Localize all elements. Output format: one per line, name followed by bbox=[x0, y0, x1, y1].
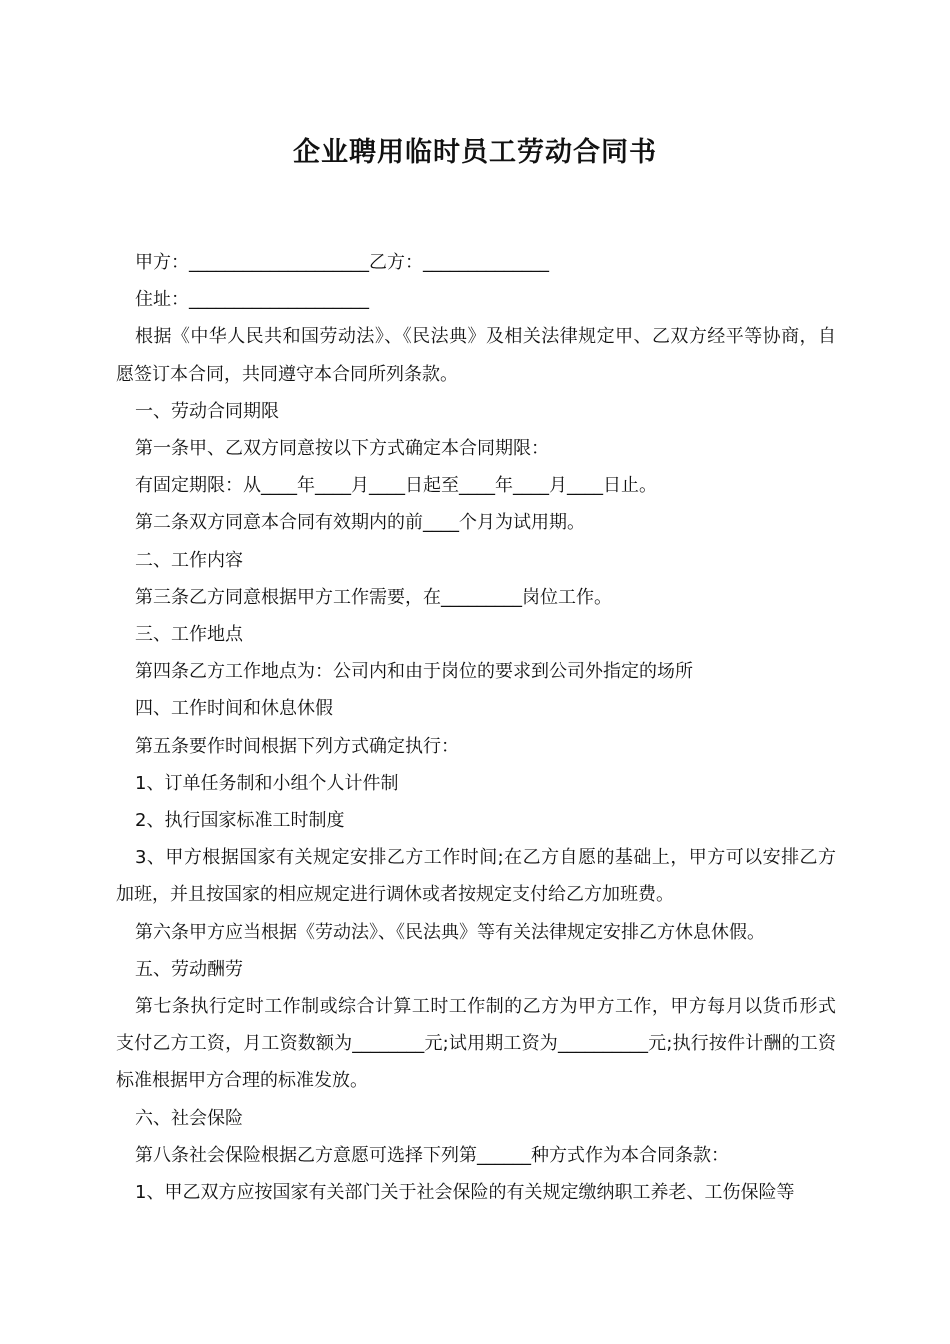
section-heading: 五、劳动酬劳 bbox=[135, 958, 243, 980]
article-paragraph: 第六条甲方应当根据《劳动法》、《民法典》等有关法律规定安排乙方休息休假。 bbox=[135, 921, 765, 943]
list-item: 1、甲乙双方应按国家有关部门关于社会保险的有关规定缴纳职工养老、工伤保险等 bbox=[135, 1182, 795, 1204]
address-line: 住址：____________________ bbox=[135, 289, 369, 311]
party-line: 甲方：____________________乙方：______________ bbox=[135, 252, 549, 273]
article-paragraph: 第二条双方同意本合同有效期内的前____个月为试用期。 bbox=[135, 512, 585, 534]
article-paragraph: 第四条乙方工作地点为：公司内和由于岗位的要求到公司外指定的场所 bbox=[135, 661, 693, 683]
article-paragraph: 第五条要作时间根据下列方式确定执行： bbox=[135, 735, 459, 757]
preamble-paragraph: 根据《中华人民共和国劳动法》、《民法典》及相关法律规定甲、乙双方经平等协商，自愿签订本合同，共同遵守本合同所列条款。 bbox=[116, 326, 836, 385]
document-body bbox=[116, 244, 836, 1211]
document-title: 企业聘用临时员工劳动合同书 bbox=[293, 137, 657, 168]
list-item: 2、执行国家标准工时制度 bbox=[135, 810, 345, 832]
article-paragraph: 第七条执行定时工作制或综合计算工时工作制的乙方为甲方工作，甲方每月以货币形式支付乙方工资，月工资数额为________元;试用期工资为__________元;执行按件计酬的工资标准根据甲方合理的标准发放。 bbox=[116, 996, 836, 1092]
list-item: 3、甲方根据国家有关规定安排乙方工作时间;在乙方自愿的基础上，甲方可以安排乙方加班，并且按国家的相应规定进行调休或者按规定支付给乙方加班费。 bbox=[116, 847, 836, 906]
section-heading: 四、工作时间和休息休假 bbox=[135, 698, 333, 720]
term-line: 有固定期限：从____年____月____日起至____年____月____日止。 bbox=[135, 475, 657, 497]
section-heading: 二、工作内容 bbox=[135, 549, 243, 571]
list-item: 1、订单任务制和小组个人计件制 bbox=[135, 772, 399, 794]
section-heading: 三、工作地点 bbox=[135, 624, 243, 646]
section-heading: 六、社会保险 bbox=[135, 1107, 243, 1129]
article-paragraph: 第三条乙方同意根据甲方工作需要，在_________岗位工作。 bbox=[135, 586, 612, 608]
article-paragraph: 第一条甲、乙双方同意按以下方式确定本合同期限： bbox=[135, 438, 549, 460]
article-paragraph: 第八条社会保险根据乙方意愿可选择下列第______种方式作为本合同条款： bbox=[135, 1144, 729, 1166]
section-heading: 一、劳动合同期限 bbox=[135, 400, 279, 422]
